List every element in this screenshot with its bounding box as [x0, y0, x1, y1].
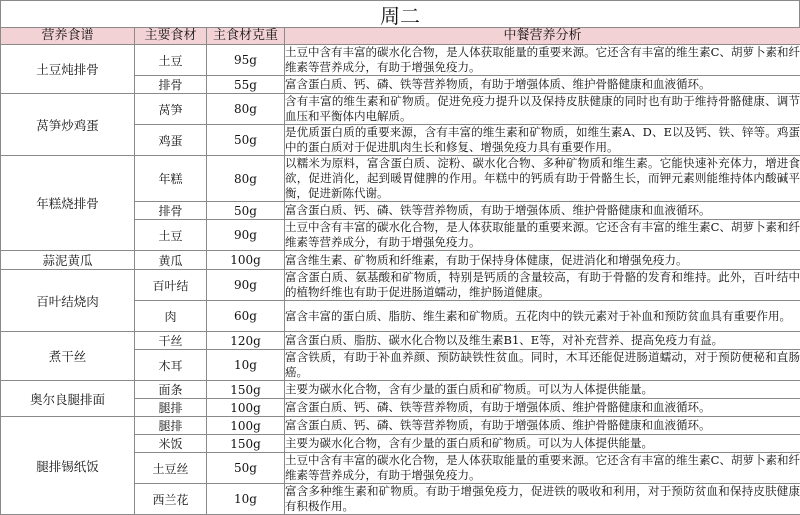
dish-name: 奥尔良腿排面: [1, 381, 135, 417]
nutrition-analysis: 主要为碳水化合物，含有少量的蛋白质和矿物质。可以为人体提供能量。: [285, 435, 800, 453]
nutrition-analysis: 富含多种维生素和矿物质。有助于增强免疫力，促进铁的吸收和利用，对于预防贫血和保持皮肤健康有积极作用。: [285, 484, 800, 515]
ingredient-name: 鸡蛋: [135, 125, 207, 156]
header-weight: 主食材克重: [207, 28, 285, 45]
nutrition-analysis: 土豆中含有丰富的碳水化合物，是人体获取能量的重要来源。它还含有丰富的维生素C、胡萝卜素和纤维素等营养成分，有助于增强免疫力。: [285, 453, 800, 484]
ingredient-weight: 60g: [207, 301, 285, 332]
table-row: [1, 251, 800, 270]
nutrition-analysis: 是优质蛋白质的重要来源，含有丰富的维生素和矿物质，如维生素A、D、E以及钙、铁、锌等。鸡蛋中的蛋白质对于促进肌肉生长和修复、增强免疫力具有重要作用。: [285, 125, 800, 156]
ingredient-name: 米饭: [135, 435, 207, 453]
table-row: [1, 332, 800, 350]
nutrition-table: [0, 27, 800, 515]
ingredient-name: 莴笋: [135, 94, 207, 125]
table-row: [1, 270, 800, 301]
ingredient-weight: 10g: [207, 484, 285, 515]
ingredient-weight: 90g: [207, 270, 285, 301]
nutrition-analysis: 以糯米为原料，富含蛋白质、淀粉、碳水化合物、多种矿物质和维生素。它能快速补充体力，增进食欲，促进消化，起到暖胃健脾的作用。年糕中的钙质有助于骨骼生长，而钾元素则能维持体内酸碱平衡，促进新陈代谢。: [285, 156, 800, 202]
dish-name: 百叶结烧肉: [1, 270, 135, 332]
ingredient-weight: 90g: [207, 220, 285, 251]
ingredient-name: 西兰花: [135, 484, 207, 515]
ingredient-weight: 55g: [207, 76, 285, 94]
dish-name: 莴笋炒鸡蛋: [1, 94, 135, 156]
ingredient-weight: 150g: [207, 435, 285, 453]
nutrition-analysis: 土豆中含有丰富的碳水化合物，是人体获取能量的重要来源。它还含有丰富的维生素C、胡萝卜素和纤维素等营养成分，有助于增强免疫力。: [285, 220, 800, 251]
header-row: [1, 28, 800, 45]
ingredient-name: 年糕: [135, 156, 207, 202]
nutrition-analysis: 富含铁质，有助于补血养颜、预防缺铁性贫血。同时，木耳还能促进肠道蠕动，对于预防便秘和直肠癌。: [285, 350, 800, 381]
nutrition-analysis: 富含丰富的蛋白质、脂肪、维生素和矿物质。五花肉中的铁元素对于补血和预防贫血具有重要作用。: [285, 301, 800, 332]
ingredient-weight: 80g: [207, 156, 285, 202]
nutrition-analysis: 主要为碳水化合物，含有少量的蛋白质和矿物质。可以为人体提供能量。: [285, 381, 800, 399]
table-row: [1, 381, 800, 399]
table-row: [1, 45, 800, 76]
nutrition-analysis: 土豆中含有丰富的碳水化合物，是人体获取能量的重要来源。它还含有丰富的维生素C、胡萝卜素和纤维素等营养成分，有助于增强免疫力。: [285, 45, 800, 76]
dish-name: 煮干丝: [1, 332, 135, 381]
ingredient-weight: 100g: [207, 399, 285, 417]
ingredient-name: 土豆: [135, 45, 207, 76]
nutrition-analysis: 富含蛋白质、钙、磷、铁等营养物质，有助于增强体质、维护骨骼健康和血液循环。: [285, 399, 800, 417]
ingredient-weight: 150g: [207, 381, 285, 399]
ingredient-name: 面条: [135, 381, 207, 399]
nutrition-analysis: 富含维生素、矿物质和纤维素，有助于保持身体健康，促进消化和增强免疫力。: [285, 251, 800, 270]
ingredient-weight: 95g: [207, 45, 285, 76]
nutrition-analysis: 富含蛋白质、氨基酸和矿物质，特别是钙质的含量较高，有助于骨骼的发育和维持。此外，百叶结中的植物纤维也有助于促进肠道蠕动，维护肠道健康。: [285, 270, 800, 301]
nutrition-analysis: 含有丰富的维生素和矿物质。促进免疫力提升以及保持皮肤健康的同时也有助于维持骨骼健康、调节血压和平衡体内电解质。: [285, 94, 800, 125]
ingredient-name: 肉: [135, 301, 207, 332]
ingredient-weight: 10g: [207, 350, 285, 381]
table-row: [1, 94, 800, 125]
ingredient-name: 土豆: [135, 220, 207, 251]
ingredient-name: 土豆丝: [135, 453, 207, 484]
ingredient-weight: 50g: [207, 453, 285, 484]
ingredient-weight: 80g: [207, 94, 285, 125]
nutrition-analysis: 富含蛋白质、脂肪、碳水化合物以及维生素B1、E等，对补充营养、提高免疫力有益。: [285, 332, 800, 350]
ingredient-weight: 120g: [207, 332, 285, 350]
day-title: 周二: [0, 0, 800, 27]
dish-name: 土豆炖排骨: [1, 45, 135, 94]
ingredient-name: 干丝: [135, 332, 207, 350]
ingredient-name: 百叶结: [135, 270, 207, 301]
ingredient-weight: 50g: [207, 125, 285, 156]
dish-name: 年糕烧排骨: [1, 156, 135, 251]
ingredient-name: 黄瓜: [135, 251, 207, 270]
ingredient-name: 排骨: [135, 76, 207, 94]
ingredient-weight: 50g: [207, 202, 285, 220]
ingredient-name: 腿排: [135, 417, 207, 435]
nutrition-analysis: 富含蛋白质、钙、磷、铁等营养物质，有助于增强体质、维护骨骼健康和血液循环。: [285, 417, 800, 435]
table-row: [1, 417, 800, 435]
header-ingredient: 主要食材: [135, 28, 207, 45]
ingredient-name: 木耳: [135, 350, 207, 381]
nutrition-analysis: 富含蛋白质、钙、磷、铁等营养物质，有助于增强体质、维护骨骼健康和血液循环。: [285, 76, 800, 94]
header-dish: 营养食谱: [1, 28, 135, 45]
ingredient-name: 腿排: [135, 399, 207, 417]
nutrition-analysis: 富含蛋白质、钙、磷、铁等营养物质，有助于增强体质、维护骨骼健康和血液循环。: [285, 202, 800, 220]
ingredient-weight: 100g: [207, 417, 285, 435]
ingredient-weight: 100g: [207, 251, 285, 270]
ingredient-name: 排骨: [135, 202, 207, 220]
dish-name: 蒜泥黄瓜: [1, 251, 135, 270]
table-row: [1, 156, 800, 202]
header-analysis: 中餐营养分析: [285, 28, 800, 45]
dish-name: 腿排锡纸饭: [1, 417, 135, 515]
